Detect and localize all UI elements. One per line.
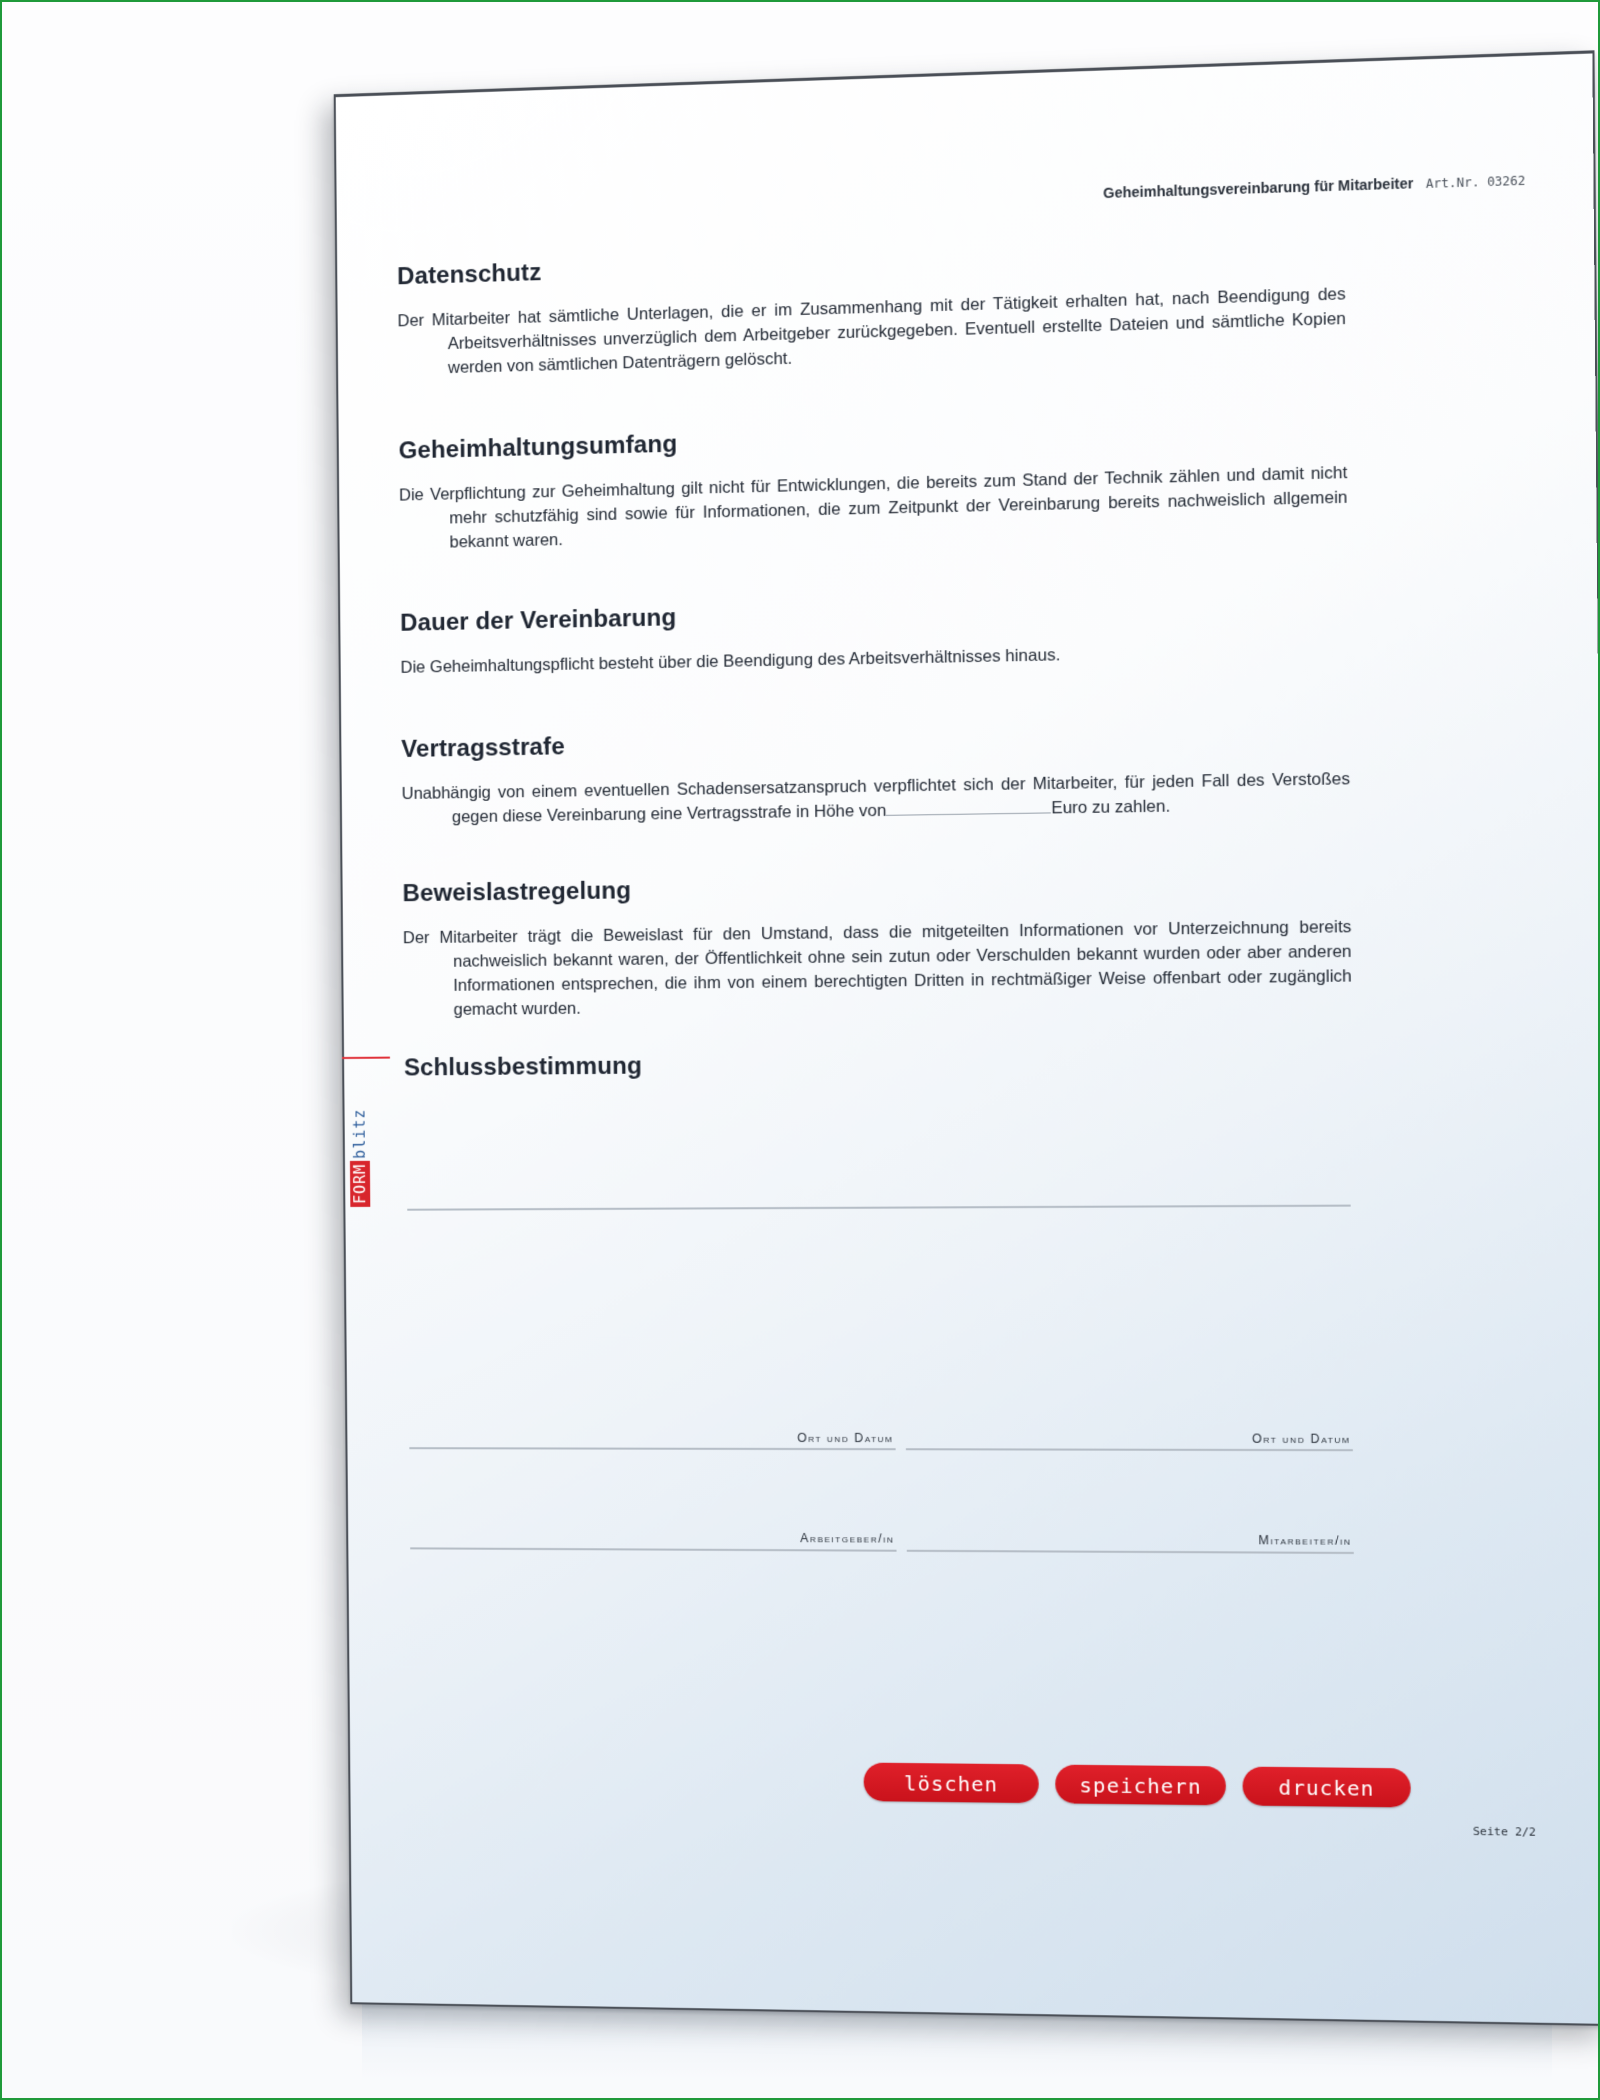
- document-page: [334, 50, 1600, 2026]
- section-text: Der Mitarbeiter hat sämtliche Unterlagen, die er im Zusammenhang mit der Tätigkeit erhalten hat, nach Beendigung des Arbeitsverhältnisses unverzüglich dem Arbeitgeber zurückgegeben. Eventuell erstellte Dateien und sämtliche Kopien werden von sämtlichen Datenträgern gelöscht.: [397, 285, 1347, 378]
- section-datenschutz: [397, 235, 1346, 382]
- section-heading: Beweislastregelung: [402, 877, 632, 908]
- signature-line-place-date-left[interactable]: [409, 1447, 895, 1450]
- save-button[interactable]: speichern: [1055, 1765, 1226, 1806]
- formblitz-logo: [342, 1057, 377, 1207]
- signature-line-employer[interactable]: [410, 1547, 896, 1551]
- label-employee: Mitarbeiter/in: [1258, 1533, 1352, 1548]
- section-schlussbestimmung: [404, 1046, 1353, 1100]
- logo-text: [350, 1107, 369, 1207]
- section-text: Die Verpflichtung zur Geheimhaltung gilt nicht für Entwicklungen, die bereits zum Stand der Technik zählen und damit nicht mehr schutzfähig sind sowie für Informationen, die zum Zeitpunkt der Vereinbarung bereits nachweislich allgemein bekannt waren.: [398, 463, 1348, 552]
- final-provision-line[interactable]: [407, 1205, 1350, 1211]
- logo-accent-line: [342, 1057, 390, 1059]
- penalty-text-after: Euro zu zahlen.: [1051, 797, 1171, 818]
- section-text: [402, 767, 1351, 830]
- section-text: Der Mitarbeiter trägt die Beweislast für den Umstand, dass die mitgeteilten Informationen vor Unterzeichnung bereits nachweislich bekannt waren, der Öffentlichkeit ohne sein zutun oder Verschulden bekannt wurden oder aber anderen Informationen entsprechen, die ihm von einem berechtigten Dritten in rechtmäßiger Weise offenbart oder zugänglich gemacht wurden.: [402, 917, 1352, 1019]
- section-beweislast: [402, 868, 1352, 1023]
- section-vertragsstrafe: [401, 720, 1350, 831]
- delete-button[interactable]: löschen: [864, 1763, 1039, 1804]
- section-dauer: [400, 590, 1349, 680]
- signature-line-employee[interactable]: [907, 1550, 1354, 1554]
- print-button[interactable]: drucken: [1242, 1767, 1410, 1808]
- logo-form: FORM: [350, 1161, 370, 1207]
- article-number: Art.Nr. 03262: [1425, 173, 1526, 192]
- section-geheimhaltungsumfang: [399, 413, 1348, 555]
- section-heading: Dauer der Vereinbarung: [400, 604, 677, 637]
- section-heading: Datenschutz: [397, 258, 542, 291]
- section-heading: Geheimhaltungsumfang: [398, 430, 678, 465]
- section-heading: Vertragsstrafe: [401, 733, 565, 764]
- label-place-date-left: Ort und Datum: [797, 1430, 894, 1446]
- logo-blitz: blitz: [350, 1108, 369, 1159]
- penalty-text-before: Unabhängig von einem eventuellen Schadensersatzanspruch verpflichtet sich der Mitarbeiter, für jeden Fall des Verstoßes gegen diese Vereinbarung eine Vertragsstrafe in Höhe von: [401, 769, 1351, 827]
- section-heading: Schlussbestimmung: [403, 1052, 643, 1082]
- document-title: Geheimhaltungsvereinbarung für Mitarbeiter: [1103, 174, 1414, 202]
- label-employer: Arbeitgeber/in: [800, 1531, 895, 1546]
- document-header: [1103, 171, 1525, 201]
- signature-line-place-date-right[interactable]: [906, 1448, 1353, 1451]
- penalty-amount-field[interactable]: [886, 798, 1051, 816]
- page-number: Seite 2/2: [1472, 1824, 1537, 1839]
- label-place-date-right: Ort und Datum: [1251, 1431, 1351, 1447]
- section-text: Die Geheimhaltungspflicht besteht über die Beendigung des Arbeitsverhältnisses hinaus.: [400, 646, 1061, 677]
